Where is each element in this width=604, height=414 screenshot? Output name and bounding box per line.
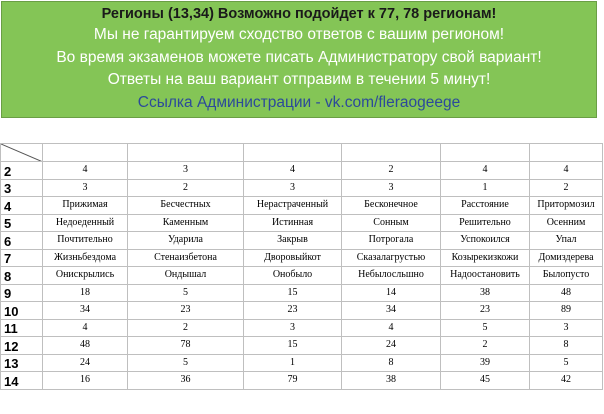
answer-cell: Дворовыйкот	[244, 249, 342, 267]
answer-cell: 5	[128, 284, 244, 302]
task-number: 11	[1, 319, 43, 337]
answer-cell: 5	[530, 354, 603, 372]
banner-disclaimer: Мы не гарантируем сходство ответов с вашим регионом!	[93, 26, 505, 43]
answer-cell: 3	[244, 319, 342, 337]
banner-title: Регионы (13,34) Возможно подойдет к 77, 78 регионам!	[101, 6, 497, 22]
table-header-row	[1, 144, 603, 162]
task-number: 8	[1, 267, 43, 285]
answer-cell: 5	[441, 319, 530, 337]
header-cell	[441, 144, 530, 162]
answer-cell: 14	[342, 284, 441, 302]
answer-cell: 34	[43, 302, 128, 320]
task-number: 9	[1, 284, 43, 302]
task-number: 10	[1, 302, 43, 320]
task-number: 3	[1, 179, 43, 197]
answer-cell: Осенним	[530, 214, 603, 232]
table-row	[1, 232, 603, 250]
table-row	[1, 337, 603, 355]
answer-cell: 3	[43, 179, 128, 197]
answer-cell: 4	[441, 162, 530, 180]
answer-cell: Истинная	[244, 214, 342, 232]
banner-contact-note: Во время экзаменов можете писать Администратору свой вариант!	[56, 48, 542, 66]
answer-cell: Стенаизбетона	[128, 249, 244, 267]
answer-cell: 18	[43, 284, 128, 302]
answer-cell: 3	[128, 162, 244, 180]
answer-cell: 23	[128, 302, 244, 320]
answer-cell: Онобыло	[244, 267, 342, 285]
answer-cell: 15	[244, 284, 342, 302]
answer-cell: Успокоился	[441, 232, 530, 250]
answer-cell: Домиздерева	[530, 249, 603, 267]
task-number: 4	[1, 197, 43, 215]
answer-cell: Бесчестных	[128, 197, 244, 215]
answer-cell: Решительно	[441, 214, 530, 232]
answer-cell: 36	[128, 372, 244, 390]
answer-cell: Прижимая	[43, 197, 128, 215]
answer-cell: 3	[244, 179, 342, 197]
answer-cell: 39	[441, 354, 530, 372]
answer-cell: 34	[342, 302, 441, 320]
answer-cell: Козырекизкожи	[441, 249, 530, 267]
answer-cell: 45	[441, 372, 530, 390]
table-row	[1, 179, 603, 197]
answer-cell: 4	[244, 162, 342, 180]
table-row	[1, 319, 603, 337]
corner-cell	[1, 144, 43, 162]
task-number: 14	[1, 372, 43, 390]
answer-cell: 3	[530, 319, 603, 337]
answer-cell: 23	[441, 302, 530, 320]
answer-cell: Сказалагрустью	[342, 249, 441, 267]
answer-cell: 4	[43, 319, 128, 337]
admin-link[interactable]: Ссылка Администрации - vk.com/fleraogeege	[137, 93, 461, 111]
answer-cell: Жизньбездома	[43, 249, 128, 267]
answer-cell: Притормозил	[530, 197, 603, 215]
answer-cell: Почтительно	[43, 232, 128, 250]
header-cell	[342, 144, 441, 162]
answer-cell: 78	[128, 337, 244, 355]
answer-cell: Бесконечное	[342, 197, 441, 215]
answer-cell: 1	[244, 354, 342, 372]
table-row	[1, 302, 603, 320]
header-cell	[244, 144, 342, 162]
banner-response-note: Ответы на ваш вариант отправим в течении 5 минут!	[107, 71, 491, 88]
answer-cell: 2	[441, 337, 530, 355]
task-number: 12	[1, 337, 43, 355]
answer-cell: 5	[128, 354, 244, 372]
answers-table	[0, 143, 603, 390]
task-number: 7	[1, 249, 43, 267]
answer-cell: Сонным	[342, 214, 441, 232]
table-row	[1, 249, 603, 267]
answer-cell: 16	[43, 372, 128, 390]
answer-cell: Потрогала	[342, 232, 441, 250]
answer-cell: 48	[530, 284, 603, 302]
table-row	[1, 162, 603, 180]
answer-cell: Каменным	[128, 214, 244, 232]
answer-cell: 2	[128, 319, 244, 337]
answer-cell: 8	[342, 354, 441, 372]
answer-cell: Былопусто	[530, 267, 603, 285]
table-row	[1, 214, 603, 232]
answer-cell: 38	[441, 284, 530, 302]
answer-cell: 79	[244, 372, 342, 390]
answer-cell: 24	[342, 337, 441, 355]
answer-cell: 3	[342, 179, 441, 197]
answer-cell: Небылосльшно	[342, 267, 441, 285]
header-cell	[128, 144, 244, 162]
answer-cell: 2	[530, 179, 603, 197]
answer-cell: Расстояние	[441, 197, 530, 215]
answer-cell: Упал	[530, 232, 603, 250]
answer-cell: Ондышал	[128, 267, 244, 285]
answer-cell: 4	[342, 319, 441, 337]
info-banner	[1, 1, 597, 118]
answer-cell: 2	[128, 179, 244, 197]
answer-cell: Ударила	[128, 232, 244, 250]
answer-cell: 15	[244, 337, 342, 355]
task-number: 6	[1, 232, 43, 250]
answer-cell: 4	[530, 162, 603, 180]
task-number: 2	[1, 162, 43, 180]
answer-cell: 4	[43, 162, 128, 180]
answer-cell: Закрыв	[244, 232, 342, 250]
answer-cell: Нерастраченный	[244, 197, 342, 215]
answer-cell: 24	[43, 354, 128, 372]
task-number: 5	[1, 214, 43, 232]
answer-cell: 89	[530, 302, 603, 320]
header-cell	[43, 144, 128, 162]
answer-cell: 23	[244, 302, 342, 320]
answer-cell: 8	[530, 337, 603, 355]
answer-cell: 38	[342, 372, 441, 390]
answer-cell: 2	[342, 162, 441, 180]
answer-cell: Надоостановить	[441, 267, 530, 285]
table-row	[1, 372, 603, 390]
table-row	[1, 197, 603, 215]
table-row	[1, 354, 603, 372]
answer-cell: Онискрылись	[43, 267, 128, 285]
diagonal-divider	[1, 144, 43, 162]
answer-cell: 42	[530, 372, 603, 390]
answer-cell: Недоеденный	[43, 214, 128, 232]
header-cell	[530, 144, 603, 162]
table-row	[1, 267, 603, 285]
answer-cell: 48	[43, 337, 128, 355]
table-row	[1, 284, 603, 302]
answer-cell: 1	[441, 179, 530, 197]
task-number: 13	[1, 354, 43, 372]
